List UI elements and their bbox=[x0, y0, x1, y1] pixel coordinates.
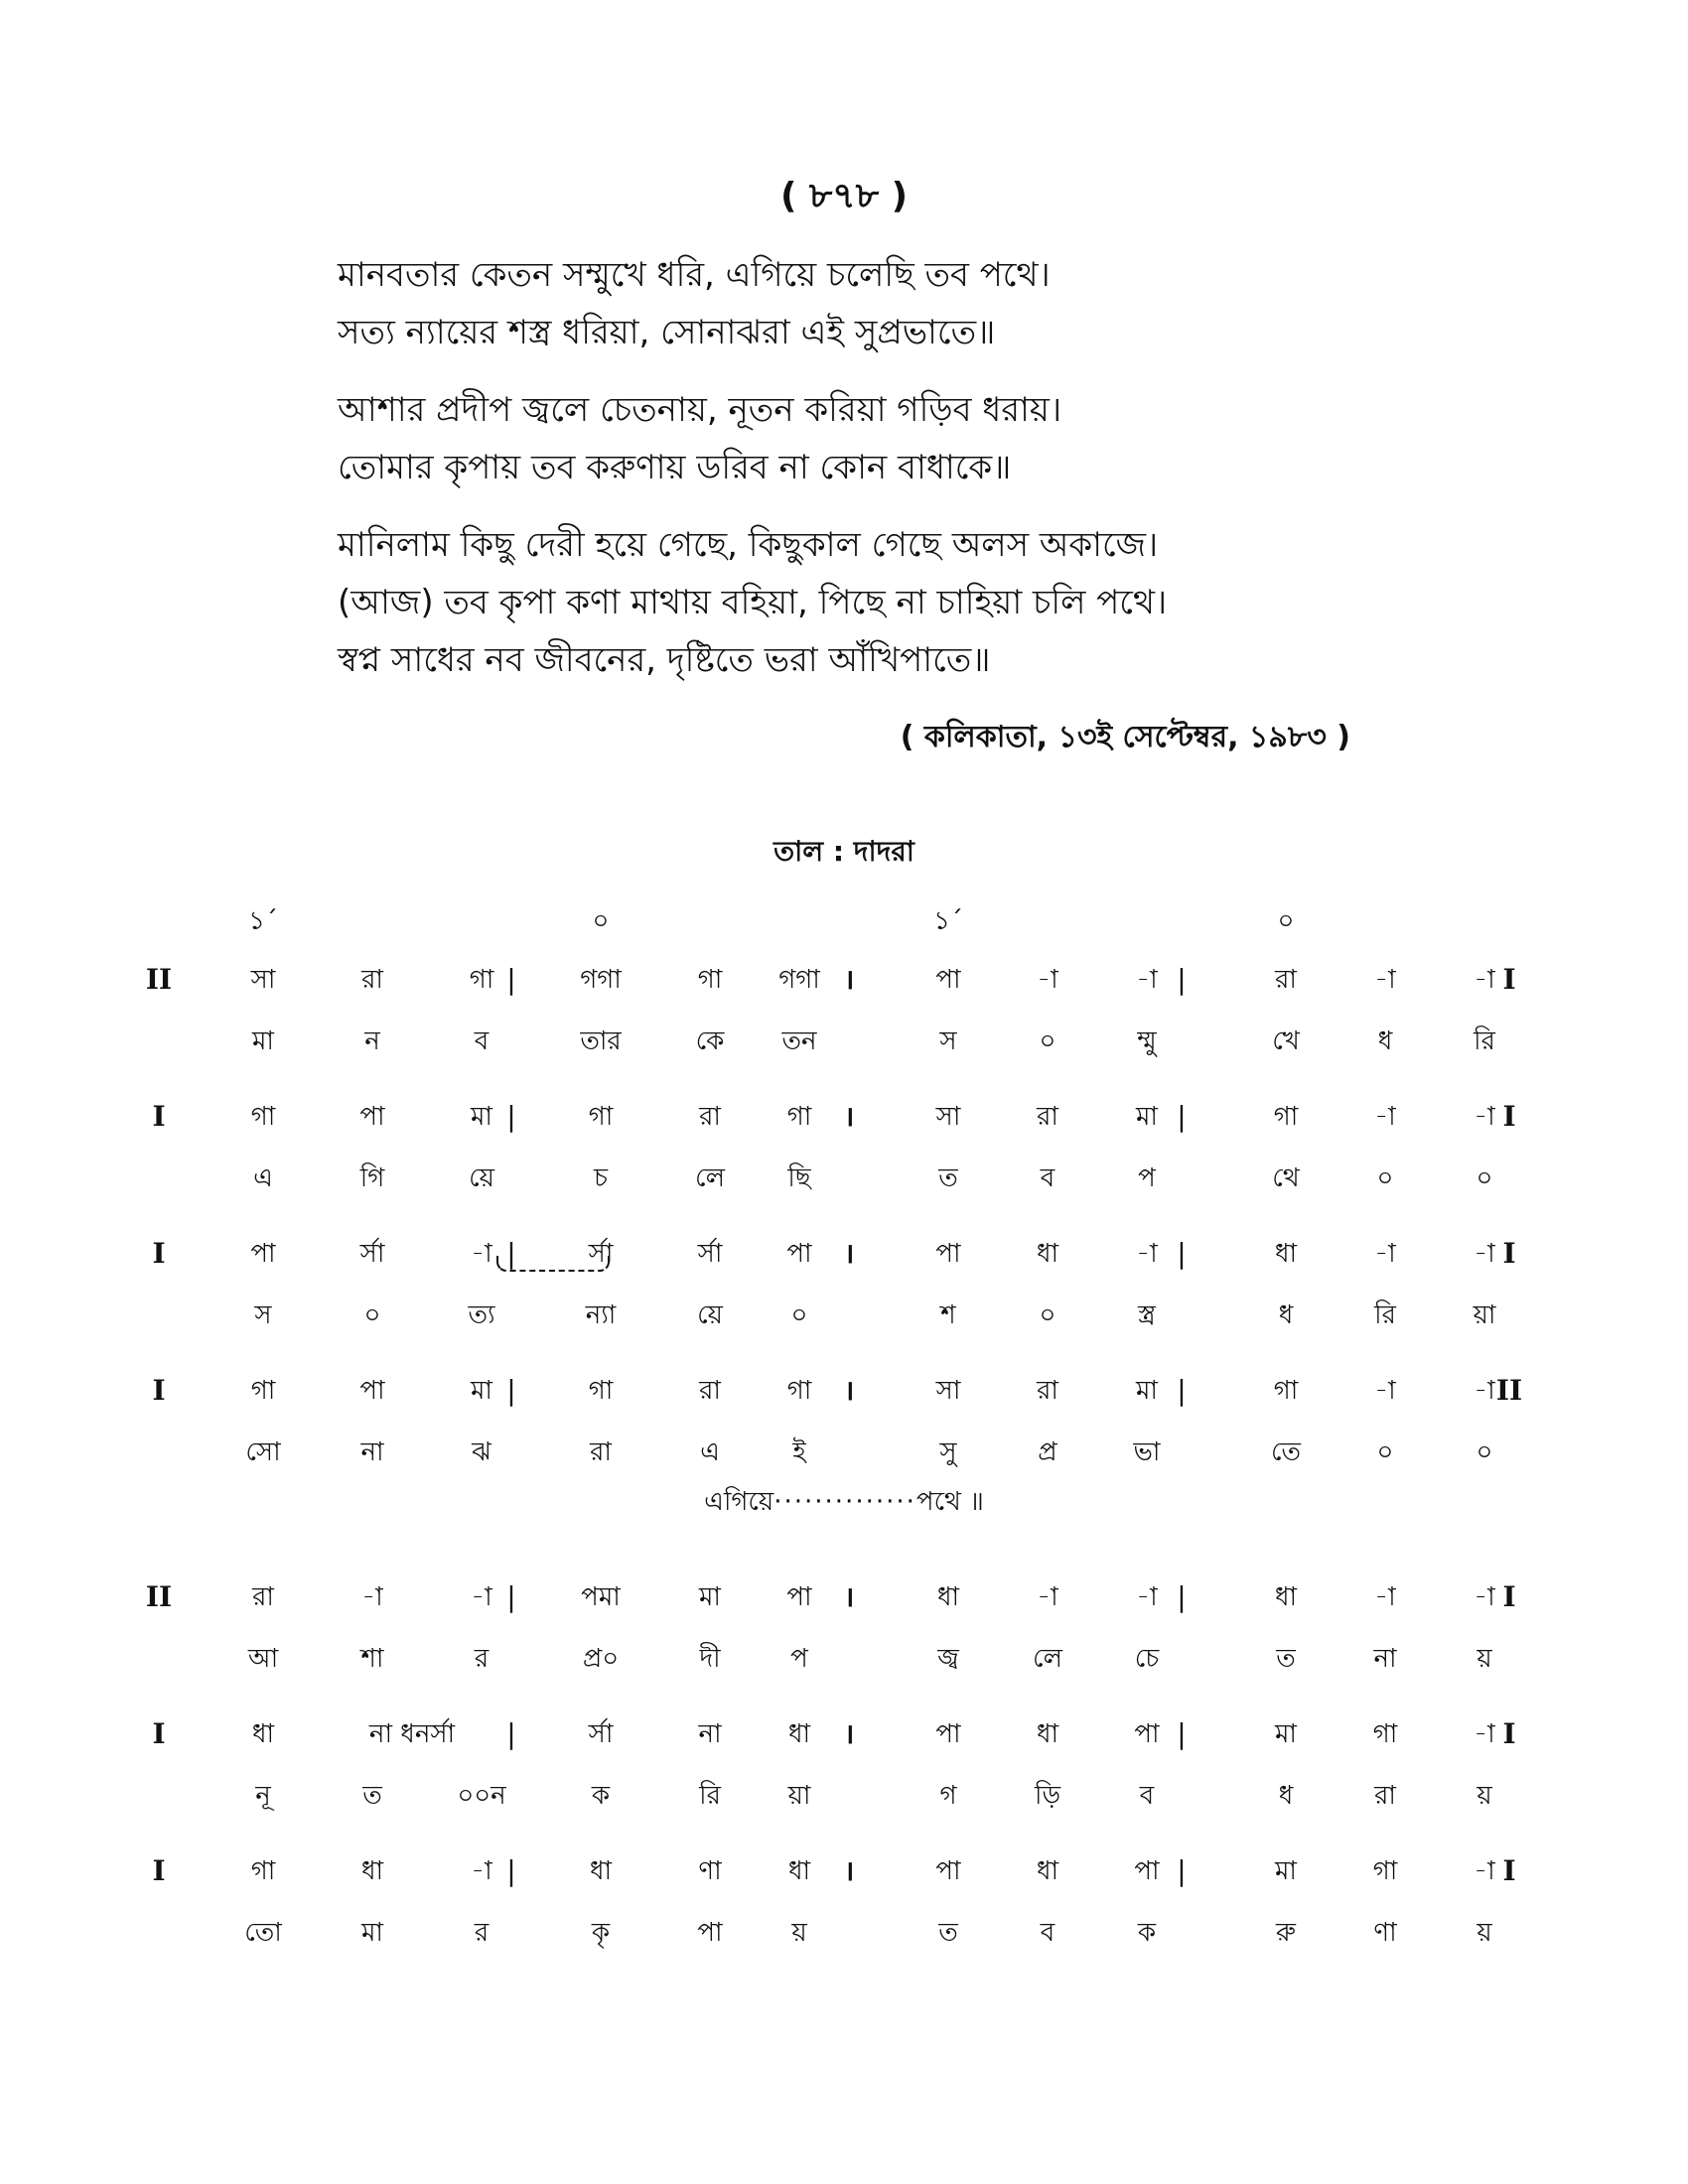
bar-line: । bbox=[843, 1237, 855, 1270]
swara-note: -া bbox=[1374, 1582, 1396, 1612]
swara-note: গা bbox=[786, 1102, 812, 1132]
swara-note: গা bbox=[469, 965, 494, 995]
swara-note: ধা bbox=[1036, 1239, 1059, 1269]
swara-note: গা bbox=[250, 1856, 276, 1886]
lyric-syllable: য় bbox=[791, 1918, 807, 1948]
swara-note: ধা bbox=[1036, 1856, 1059, 1886]
swara-note: রা bbox=[699, 1102, 721, 1132]
swara-note: -া bbox=[1374, 965, 1396, 995]
lyric-syllable: রি bbox=[1374, 1300, 1396, 1330]
swara-note: ধা bbox=[360, 1856, 384, 1886]
bar-line: I bbox=[152, 1854, 166, 1887]
beat-marks-row bbox=[174, 893, 1544, 949]
lyric-syllable: ড়ি bbox=[1035, 1781, 1060, 1811]
swara-note: গা bbox=[250, 1102, 276, 1132]
lyric-syllable: ব bbox=[1040, 1163, 1055, 1193]
swara-note: রা bbox=[1037, 1376, 1058, 1406]
lyric-syllable: ত bbox=[938, 1163, 958, 1193]
lyric-syllable: কৃ bbox=[591, 1918, 611, 1948]
notation-phrase bbox=[152, 1223, 1544, 1346]
stanza bbox=[338, 381, 1509, 496]
lyric-syllable: ত bbox=[362, 1781, 382, 1811]
lyric-syllable: রু bbox=[1276, 1918, 1296, 1948]
lyric-syllable: য় bbox=[1477, 1781, 1492, 1811]
lyric-syllable: ব bbox=[1139, 1781, 1155, 1811]
swara-note: পা bbox=[1134, 1719, 1160, 1749]
bar-line: | bbox=[1177, 1854, 1187, 1887]
swara-note: -া bbox=[1474, 1856, 1495, 1886]
swara-row bbox=[152, 1841, 1544, 1902]
lyric-syllable: য়া bbox=[787, 1781, 811, 1811]
bar-line: I bbox=[1502, 1100, 1516, 1133]
swara-note: মা bbox=[1275, 1856, 1297, 1886]
taal-heading: তাল : দাদরা bbox=[774, 835, 914, 868]
lyric-syllable: ঝ bbox=[472, 1437, 492, 1467]
swara-row bbox=[152, 1360, 1544, 1422]
lyric-syllable: তার bbox=[580, 1026, 622, 1056]
lyric-row bbox=[174, 1422, 1544, 1483]
refrain-dots: ·············· bbox=[774, 1487, 916, 1517]
lyric-row bbox=[174, 1011, 1544, 1072]
lyric-syllable: চে bbox=[1134, 1644, 1160, 1674]
notation bbox=[145, 893, 1544, 1978]
poem-line: তোমার কৃপায় তব করুণায় ডরিব না কোন বাধাকে॥ bbox=[338, 448, 1012, 487]
lyric-syllable: র bbox=[474, 1918, 490, 1948]
swara-note: ধা bbox=[936, 1582, 960, 1612]
swara-note: মা bbox=[1275, 1719, 1297, 1749]
slur-mark bbox=[496, 1256, 610, 1272]
notation-phrase bbox=[152, 1086, 1544, 1209]
swara-note: -া bbox=[1474, 1239, 1495, 1269]
poem bbox=[338, 246, 1509, 709]
poem-line: (আজ) তব কৃপা কণা মাথায় বহিয়া, পিছে না চাহিয়া চলি পথে। bbox=[338, 583, 1168, 622]
lyric-syllable: পা bbox=[697, 1918, 723, 1948]
lyric-syllable: ০ bbox=[363, 1300, 381, 1330]
lyric-syllable: ন bbox=[364, 1026, 380, 1056]
swara-note: ধা bbox=[787, 1719, 811, 1749]
swara-note: গা bbox=[1273, 1102, 1299, 1132]
swara-note: রা bbox=[699, 1376, 721, 1406]
swara-note: -া bbox=[1474, 1102, 1495, 1132]
lyric-syllable: লে bbox=[1033, 1644, 1062, 1674]
poem-line: মানিলাম কিছু দেরী হয়ে গেছে, কিছুকাল গেছে অলস অকাজে। bbox=[338, 525, 1159, 565]
lyric-syllable: ০ bbox=[1039, 1300, 1056, 1330]
stanza bbox=[338, 246, 1509, 361]
swara-note: -া bbox=[1136, 965, 1158, 995]
bar-line: | bbox=[1177, 1580, 1187, 1613]
lyric-syllable: তন bbox=[781, 1026, 817, 1056]
lyric-syllable: মা bbox=[361, 1918, 383, 1948]
swara-note: মা bbox=[699, 1582, 721, 1612]
lyric-syllable: প bbox=[790, 1644, 808, 1674]
poem-line: মানবতার কেতন সম্মুখে ধরি, এগিয়ে চলেছি তব পথে। bbox=[338, 255, 1051, 295]
lyric-syllable: কে bbox=[695, 1026, 725, 1056]
lyric-syllable: না bbox=[360, 1437, 384, 1467]
bar-line: | bbox=[1177, 1374, 1187, 1407]
swara-row bbox=[152, 1704, 1544, 1765]
swara-row bbox=[152, 1223, 1544, 1285]
swara-note: -া bbox=[1374, 1239, 1396, 1269]
swara-note: গা bbox=[786, 1376, 812, 1406]
bar-line: | bbox=[506, 1100, 516, 1133]
beat-mark: ১´ bbox=[933, 906, 963, 936]
lyric-syllable: ক bbox=[1137, 1918, 1157, 1948]
lyric-syllable: য়ে bbox=[697, 1300, 723, 1330]
bar-line: । bbox=[843, 963, 855, 996]
lyric-syllable: ত bbox=[1276, 1644, 1296, 1674]
swara-note: পা bbox=[250, 1239, 276, 1269]
swara-note: ধা bbox=[787, 1856, 811, 1886]
lyric-syllable: ০ bbox=[790, 1300, 808, 1330]
bar-line: II bbox=[1495, 1374, 1523, 1407]
lyric-syllable: গি bbox=[359, 1163, 385, 1193]
swara-row bbox=[145, 949, 1544, 1011]
swara-note: ধা bbox=[1274, 1239, 1298, 1269]
lyric-syllable: স্ত্র bbox=[1138, 1300, 1156, 1330]
swara-note: গা bbox=[588, 1376, 614, 1406]
lyric-syllable: রি bbox=[1474, 1026, 1495, 1056]
bar-line: | bbox=[1177, 963, 1187, 996]
lyric-syllable: স bbox=[254, 1300, 272, 1330]
swara-note: সা bbox=[935, 1376, 961, 1406]
bar-line: । bbox=[843, 1580, 855, 1613]
notation-phrase bbox=[145, 1567, 1544, 1690]
swara-note: -া bbox=[1474, 1719, 1495, 1749]
bar-line: | bbox=[1177, 1100, 1187, 1133]
swara-row bbox=[152, 1086, 1544, 1148]
lyric-syllable: প bbox=[1138, 1163, 1156, 1193]
lyric-syllable: য় bbox=[1477, 1918, 1492, 1948]
lyric-syllable: ম্মু bbox=[1137, 1026, 1157, 1056]
swara-note: পা bbox=[359, 1376, 385, 1406]
swara-note: মা bbox=[471, 1376, 492, 1406]
page-number: ( ৮৭৮ ) bbox=[779, 176, 909, 216]
lyric-syllable: ত bbox=[938, 1918, 958, 1948]
bar-line: I bbox=[1502, 1717, 1516, 1750]
lyric-syllable: তো bbox=[244, 1918, 282, 1948]
bar-line: । bbox=[843, 1854, 855, 1887]
swara-note: -া bbox=[471, 1856, 492, 1886]
lyric-syllable: স bbox=[939, 1026, 957, 1056]
lyric-row bbox=[174, 1765, 1544, 1827]
lyric-syllable: না bbox=[1373, 1644, 1397, 1674]
bar-line: | bbox=[1177, 1237, 1187, 1270]
bar-line: I bbox=[1502, 1580, 1516, 1613]
swara-note: ধা bbox=[251, 1719, 275, 1749]
lyric-syllable: এ bbox=[700, 1437, 720, 1467]
swara-note: -া bbox=[361, 1582, 383, 1612]
swara-note: ধা bbox=[589, 1856, 613, 1886]
bar-line: I bbox=[152, 1237, 166, 1270]
swara-note: গগা bbox=[778, 965, 820, 995]
poem-line: স্বপ্ন সাধের নব জীবনের, দৃষ্টিতে ভরা আঁখিপাতে॥ bbox=[338, 640, 991, 680]
swara-note: -া bbox=[1037, 1582, 1058, 1612]
lyric-syllable: প্র bbox=[1038, 1437, 1057, 1467]
lyric-syllable: তে bbox=[1270, 1437, 1302, 1467]
lyric-syllable: ০ bbox=[1376, 1163, 1394, 1193]
lyric-syllable: ধ bbox=[1278, 1300, 1294, 1330]
notation-phrase bbox=[152, 1704, 1544, 1827]
swara-note: র্সা bbox=[588, 1719, 614, 1749]
lyric-row bbox=[174, 1902, 1544, 1964]
lyric-syllable: রা bbox=[1374, 1781, 1396, 1811]
lyric-syllable: শা bbox=[360, 1644, 384, 1674]
lyric-syllable: য় bbox=[1477, 1644, 1492, 1674]
swara-row bbox=[145, 1567, 1544, 1628]
lyric-syllable: চ bbox=[593, 1163, 609, 1193]
notation-phrases bbox=[145, 949, 1544, 1964]
poem-line: আশার প্রদীপ জ্বলে চেতনায়, নূতন করিয়া গড়িব ধরায়। bbox=[338, 390, 1062, 430]
lyric-syllable: খে bbox=[1272, 1026, 1300, 1056]
bar-line: | bbox=[506, 1717, 516, 1750]
bar-line: I bbox=[1502, 1854, 1516, 1887]
lyric-syllable: ত্য bbox=[468, 1300, 495, 1330]
stanza bbox=[338, 516, 1509, 689]
lyric-syllable: প্র০ bbox=[582, 1644, 620, 1674]
lyric-syllable: ০ bbox=[1376, 1437, 1394, 1467]
swara-note: পা bbox=[935, 1856, 961, 1886]
refrain-end: পথে ॥ bbox=[915, 1487, 984, 1517]
lyric-syllable: য়া bbox=[1473, 1300, 1496, 1330]
swara-note: পা bbox=[935, 965, 961, 995]
swara-note: ণা bbox=[698, 1856, 722, 1886]
swara-note: না ধনর্সা bbox=[368, 1719, 456, 1749]
beat-mark: ০ bbox=[1277, 906, 1295, 936]
lyric-row bbox=[174, 1285, 1544, 1346]
bar-line: | bbox=[506, 1374, 516, 1407]
swara-note: না bbox=[698, 1719, 722, 1749]
bar-line: I bbox=[152, 1100, 166, 1133]
swara-note: রা bbox=[252, 1582, 274, 1612]
swara-note: সা bbox=[935, 1102, 961, 1132]
swara-note: গা bbox=[588, 1102, 614, 1132]
swara-note: ধা bbox=[1036, 1719, 1059, 1749]
bar-line: | bbox=[506, 1580, 516, 1613]
lyric-syllable: লে bbox=[695, 1163, 725, 1193]
lyric-syllable: জ্ব bbox=[937, 1644, 959, 1674]
poem-line: সত্য ন্যায়ের শস্ত্র ধরিয়া, সোনাঝরা এই সুপ্রভাতে॥ bbox=[338, 313, 996, 352]
refrain-start: এগিয়ে bbox=[704, 1487, 774, 1517]
lyric-syllable: শ bbox=[940, 1300, 956, 1330]
lyric-syllable: ০ bbox=[1039, 1026, 1056, 1056]
lyric-syllable: রা bbox=[590, 1437, 612, 1467]
bar-line: I bbox=[1502, 1237, 1516, 1270]
lyric-syllable: ধ bbox=[1377, 1026, 1393, 1056]
bar-line: I bbox=[152, 1374, 166, 1407]
swara-note: -া bbox=[1474, 1582, 1495, 1612]
lyric-syllable: ধ bbox=[1278, 1781, 1294, 1811]
swara-note: -া bbox=[1474, 965, 1495, 995]
swara-note: মা bbox=[471, 1102, 492, 1132]
swara-note: রা bbox=[1037, 1102, 1058, 1132]
swara-note: -া bbox=[1037, 965, 1058, 995]
swara-note: রা bbox=[1275, 965, 1297, 995]
swara-note: গা bbox=[697, 965, 723, 995]
swara-note: গা bbox=[1273, 1376, 1299, 1406]
swara-note: গা bbox=[1372, 1856, 1398, 1886]
refrain-line bbox=[0, 1481, 1688, 1525]
swara-note: র্সা bbox=[697, 1239, 723, 1269]
lyric-syllable: য়ে bbox=[469, 1163, 494, 1193]
bar-line: | bbox=[506, 1237, 516, 1270]
lyric-syllable: ভা bbox=[1133, 1437, 1161, 1467]
lyric-row bbox=[174, 1628, 1544, 1690]
swara-note: রা bbox=[361, 965, 383, 995]
lyric-syllable: থে bbox=[1272, 1163, 1300, 1193]
bar-line: I bbox=[152, 1717, 166, 1750]
swara-note: পমা bbox=[581, 1582, 621, 1612]
bar-line: । bbox=[843, 1374, 855, 1407]
bar-line: | bbox=[1177, 1717, 1187, 1750]
lyric-syllable: র bbox=[474, 1644, 490, 1674]
lyric-syllable: ছি bbox=[787, 1163, 811, 1193]
lyric-syllable: গ bbox=[939, 1781, 957, 1811]
lyric-syllable: ০ bbox=[1476, 1437, 1493, 1467]
lyric-syllable: এ bbox=[253, 1163, 273, 1193]
lyric-syllable: ন্যা bbox=[585, 1300, 617, 1330]
swara-note: পা bbox=[786, 1239, 812, 1269]
swara-note: পা bbox=[786, 1582, 812, 1612]
swara-note: -া bbox=[1136, 1582, 1158, 1612]
notation-phrase bbox=[145, 949, 1544, 1072]
lyric-syllable: দী bbox=[699, 1644, 721, 1674]
lyric-syllable: ক bbox=[591, 1781, 611, 1811]
swara-note: পা bbox=[1134, 1856, 1160, 1886]
swara-note: সা bbox=[250, 965, 276, 995]
lyric-syllable: ব bbox=[474, 1026, 490, 1056]
lyric-row bbox=[174, 1148, 1544, 1209]
bar-line: II bbox=[145, 963, 173, 996]
lyric-syllable: ০০ন bbox=[457, 1781, 506, 1811]
beat-mark: ১´ bbox=[248, 906, 278, 936]
lyric-syllable: সো bbox=[245, 1437, 281, 1467]
swara-note: গা bbox=[250, 1376, 276, 1406]
swara-note: -া bbox=[1136, 1239, 1158, 1269]
swara-note: র্সা bbox=[359, 1239, 385, 1269]
swara-note: -া bbox=[471, 1239, 492, 1269]
bar-line: | bbox=[506, 963, 516, 996]
lyric-syllable: ০ bbox=[1476, 1163, 1493, 1193]
swara-note: -া bbox=[1374, 1102, 1396, 1132]
bar-line: । bbox=[843, 1100, 855, 1133]
swara-note: গা bbox=[1372, 1719, 1398, 1749]
notation-phrase bbox=[152, 1841, 1544, 1964]
lyric-syllable: রি bbox=[699, 1781, 721, 1811]
lyric-syllable: আ bbox=[247, 1644, 279, 1674]
lyric-syllable: ই bbox=[792, 1437, 806, 1467]
swara-note: মা bbox=[1136, 1102, 1158, 1132]
bar-line: । bbox=[843, 1717, 855, 1750]
swara-note: পা bbox=[359, 1102, 385, 1132]
swara-note: মা bbox=[1136, 1376, 1158, 1406]
lyric-syllable: ব bbox=[1040, 1918, 1055, 1948]
swara-note: গগা bbox=[580, 965, 622, 995]
bar-line: | bbox=[506, 1854, 516, 1887]
swara-note: -া bbox=[471, 1582, 492, 1612]
swara-note: ধা bbox=[1274, 1582, 1298, 1612]
swara-note: -া bbox=[1374, 1376, 1396, 1406]
notation-phrase bbox=[152, 1360, 1544, 1483]
bar-line: I bbox=[1502, 963, 1516, 996]
swara-note: র্সা bbox=[588, 1239, 614, 1269]
swara-note: পা bbox=[935, 1719, 961, 1749]
lyric-syllable: সু bbox=[939, 1437, 957, 1467]
date-line: ( কলিকাতা, ১৩ই সেপ্টেম্বর, ১৯৮৩ ) bbox=[900, 720, 1350, 754]
lyric-syllable: নূ bbox=[255, 1781, 271, 1811]
swara-note: পা bbox=[935, 1239, 961, 1269]
swara-note: -া bbox=[1474, 1376, 1495, 1406]
lyric-syllable: ণা bbox=[1373, 1918, 1397, 1948]
bar-line: II bbox=[145, 1580, 173, 1613]
beat-mark: ০ bbox=[592, 906, 610, 936]
lyric-syllable: মা bbox=[252, 1026, 274, 1056]
